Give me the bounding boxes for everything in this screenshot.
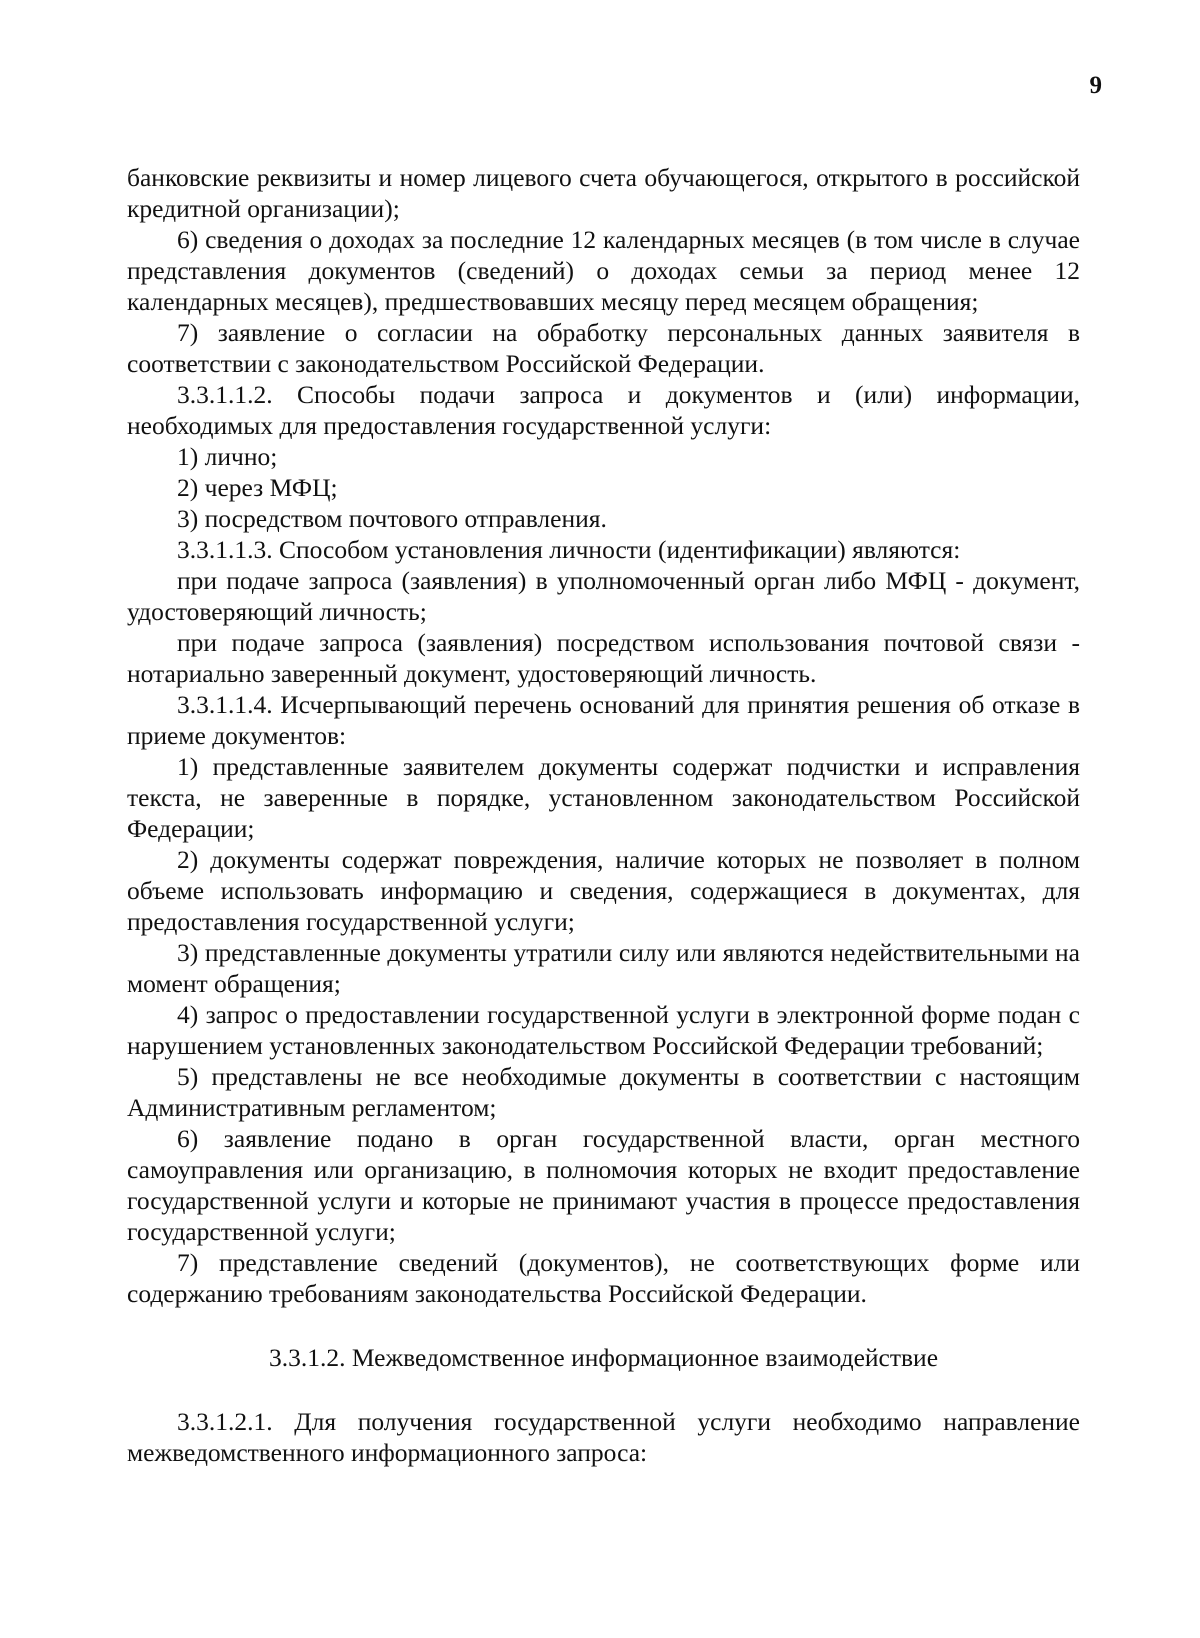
paragraphs-before-heading: [127, 162, 1080, 1309]
paragraphs-after-heading: [127, 1406, 1080, 1468]
paragraph: банковские реквизиты и номер лицевого счета обучающегося, открытого в российской кредитной организации);: [127, 163, 1080, 223]
paragraph: 2) документы содержат повреждения, наличие которых не позволяет в полном объеме использовать информацию и сведения, содержащиеся в документах, для предоставления государственной услуги;: [127, 845, 1080, 936]
paragraph: 7) заявление о согласии на обработку персональных данных заявителя в соответствии с законодательством Российской Федерации.: [127, 318, 1080, 378]
paragraph: 7) представление сведений (документов), не соответствующих форме или содержанию требованиям законодательства Российской Федерации.: [127, 1248, 1080, 1308]
paragraph: 3.3.1.1.4. Исчерпывающий перечень оснований для принятия решения об отказе в приеме документов:: [127, 690, 1080, 750]
paragraph: 6) заявление подано в орган государственной власти, орган местного самоуправления или организацию, в полномочия которых не входит предоставление государственной услуги и которые не принимают участия в процессе предоставления государственной услуги;: [127, 1124, 1080, 1246]
paragraph: 6) сведения о доходах за последние 12 календарных месяцев (в том числе в случае представления документов (сведений) о доходах семьи за период менее 12 календарных месяцев), предшествовавших месяцу перед месяцем обращения;: [127, 225, 1080, 316]
paragraph: при подаче запроса (заявления) в уполномоченный орган либо МФЦ - документ, удостоверяющий личность;: [127, 566, 1080, 626]
section-heading: 3.3.1.2. Межведомственное информационное взаимодействие: [268, 1343, 939, 1372]
paragraph: 3) представленные документы утратили силу или являются недействительными на момент обращения;: [127, 938, 1080, 998]
paragraph: при подаче запроса (заявления) посредством использования почтовой связи - нотариально заверенный документ, удостоверяющий личность.: [127, 628, 1080, 688]
paragraph: 3.3.1.1.3. Способом установления личности (идентификации) являются:: [177, 535, 961, 564]
paragraph: 1) представленные заявителем документы содержат подчистки и исправления текста, не заверенные в порядке, установленном законодательством Российской Федерации;: [127, 752, 1080, 843]
paragraph: 3.3.1.1.2. Способы подачи запроса и документов и (или) информации, необходимых для предоставления государственной услуги:: [127, 380, 1080, 440]
paragraph: 3) посредством почтового отправления.: [177, 504, 607, 533]
paragraph: 4) запрос о предоставлении государственной услуги в электронной форме подан с нарушением установленных законодательством Российской Федерации требований;: [127, 1000, 1080, 1060]
paragraph: 5) представлены не все необходимые документы в соответствии с настоящим Административным регламентом;: [127, 1062, 1080, 1122]
paragraph: 3.3.1.2.1. Для получения государственной услуги необходимо направление межведомственного информационного запроса:: [127, 1407, 1080, 1467]
page-number: 9: [1089, 72, 1102, 99]
paragraph: 2) через МФЦ;: [177, 473, 338, 502]
paragraph: 1) лично;: [177, 442, 278, 471]
document-body: [127, 162, 1080, 1468]
